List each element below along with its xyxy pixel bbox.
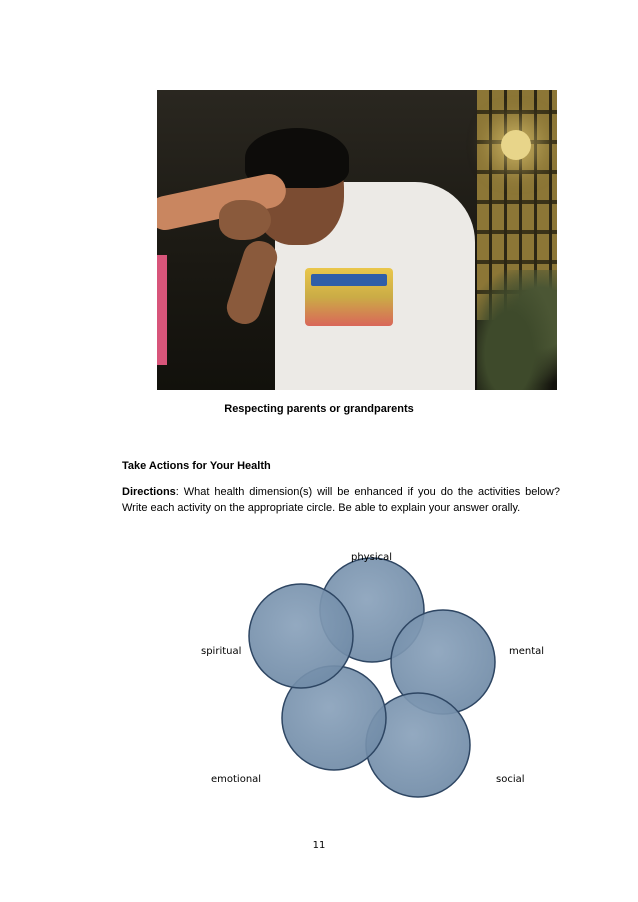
photo-shirt-print-band	[311, 274, 387, 286]
photo-lamp	[501, 130, 531, 160]
photo-respecting-elders	[157, 90, 557, 390]
health-dimensions-diagram	[0, 540, 638, 810]
section-title: Take Actions for Your Health	[122, 460, 271, 472]
photo-hands	[219, 200, 271, 240]
directions-label: Directions	[122, 486, 176, 498]
photo-plants	[477, 270, 557, 390]
photo-caption: Respecting parents or grandparents	[224, 403, 414, 415]
directions-paragraph	[122, 485, 560, 516]
circle-spiritual	[249, 584, 353, 688]
photo-elder-clothing	[157, 255, 167, 365]
label-emotional: emotional	[211, 774, 262, 785]
page-number: 11	[312, 840, 326, 851]
label-social: social	[496, 774, 525, 785]
label-mental: mental	[509, 646, 545, 657]
label-physical: physical	[351, 552, 392, 563]
label-spiritual: spiritual	[201, 646, 242, 657]
directions-text: : What health dimension(s) will be enhanced if you do the activities below? Write each activity on the appropriate circle. Be able to explain your answer orally.	[122, 486, 560, 514]
circles-svg	[0, 540, 638, 810]
